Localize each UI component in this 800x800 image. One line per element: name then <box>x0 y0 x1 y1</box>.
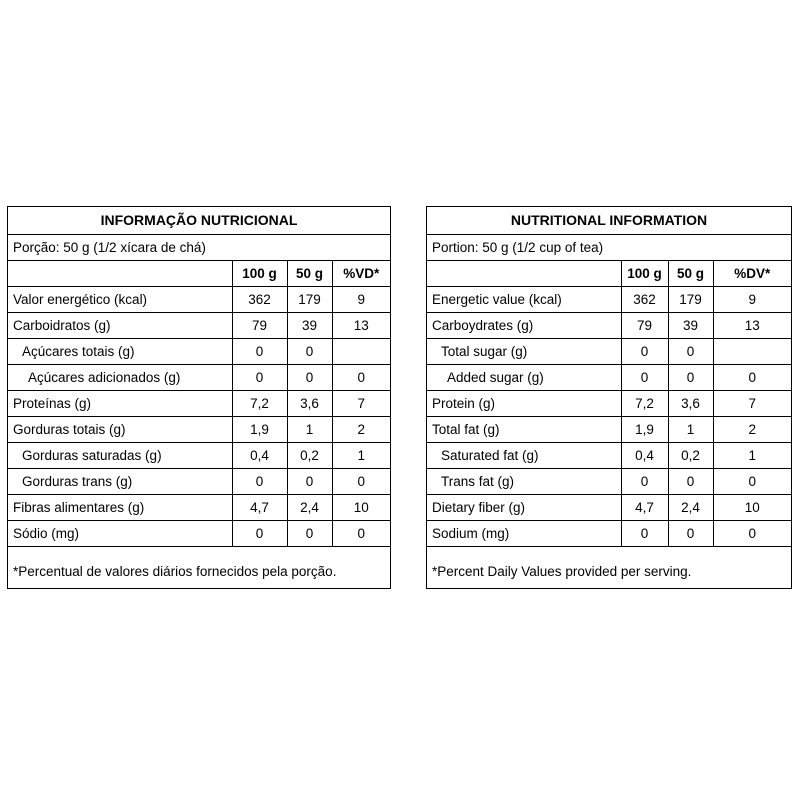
value-50g: 0 <box>287 521 332 547</box>
value-dv <box>332 339 390 365</box>
value-dv: 0 <box>713 365 791 391</box>
value-100g: 0 <box>232 365 287 391</box>
value-100g: 0,4 <box>232 443 287 469</box>
value-dv: 9 <box>713 287 791 313</box>
value-50g: 0 <box>287 469 332 495</box>
nutrient-name: Trans fat (g) <box>427 469 621 495</box>
value-50g: 2,4 <box>287 495 332 521</box>
label-title: INFORMAÇÃO NUTRICIONAL <box>8 207 390 235</box>
header-dv: %DV* <box>713 261 791 287</box>
value-100g: 4,7 <box>621 495 668 521</box>
header-100g: 100 g <box>621 261 668 287</box>
table-row <box>8 495 390 521</box>
value-50g: 0 <box>668 365 713 391</box>
nutrient-name: Added sugar (g) <box>427 365 621 391</box>
table-row <box>427 313 791 339</box>
table-row <box>8 365 390 391</box>
value-100g: 4,7 <box>232 495 287 521</box>
value-dv: 1 <box>713 443 791 469</box>
value-100g: 0 <box>621 469 668 495</box>
table-row <box>8 443 390 469</box>
header-blank <box>427 261 621 287</box>
value-50g: 179 <box>287 287 332 313</box>
value-dv: 10 <box>713 495 791 521</box>
table-row <box>427 469 791 495</box>
value-dv: 0 <box>332 521 390 547</box>
value-100g: 7,2 <box>232 391 287 417</box>
value-dv: 0 <box>332 365 390 391</box>
table-row <box>427 417 791 443</box>
table-row <box>427 287 791 313</box>
value-100g: 362 <box>232 287 287 313</box>
value-100g: 1,9 <box>621 417 668 443</box>
table-row <box>427 443 791 469</box>
header-blank <box>8 261 232 287</box>
nutrient-name: Valor energético (kcal) <box>8 287 232 313</box>
table-row <box>8 417 390 443</box>
value-100g: 0,4 <box>621 443 668 469</box>
value-100g: 362 <box>621 287 668 313</box>
header-row <box>427 261 791 287</box>
value-50g: 0,2 <box>287 443 332 469</box>
value-100g: 79 <box>232 313 287 339</box>
nutrient-name: Açúcares totais (g) <box>8 339 232 365</box>
portion-size: Porção: 50 g (1/2 xícara de chá) <box>8 235 390 261</box>
nutrition-table <box>427 261 791 547</box>
table-row <box>8 521 390 547</box>
nutrient-name: Fibras alimentares (g) <box>8 495 232 521</box>
nutrition-label-english <box>426 206 792 589</box>
value-50g: 1 <box>287 417 332 443</box>
value-dv: 7 <box>713 391 791 417</box>
value-100g: 0 <box>621 521 668 547</box>
value-dv <box>713 339 791 365</box>
nutrient-name: Energetic value (kcal) <box>427 287 621 313</box>
nutrient-name: Carboidratos (g) <box>8 313 232 339</box>
nutrient-name: Carboydrates (g) <box>427 313 621 339</box>
value-dv: 2 <box>332 417 390 443</box>
value-50g: 3,6 <box>287 391 332 417</box>
nutrition-label-portuguese <box>7 206 391 589</box>
portion-size: Portion: 50 g (1/2 cup of tea) <box>427 235 791 261</box>
value-50g: 2,4 <box>668 495 713 521</box>
value-100g: 0 <box>232 521 287 547</box>
nutrient-name: Dietary fiber (g) <box>427 495 621 521</box>
value-dv: 9 <box>332 287 390 313</box>
value-100g: 1,9 <box>232 417 287 443</box>
value-dv: 13 <box>713 313 791 339</box>
value-50g: 39 <box>287 313 332 339</box>
value-50g: 0 <box>668 469 713 495</box>
nutrient-name: Gorduras saturadas (g) <box>8 443 232 469</box>
value-50g: 0 <box>287 365 332 391</box>
value-100g: 0 <box>621 339 668 365</box>
nutrient-name: Total fat (g) <box>427 417 621 443</box>
nutrient-name: Proteínas (g) <box>8 391 232 417</box>
table-row <box>427 521 791 547</box>
value-50g: 0,2 <box>668 443 713 469</box>
table-row <box>8 313 390 339</box>
nutrient-name: Protein (g) <box>427 391 621 417</box>
nutrient-name: Gorduras totais (g) <box>8 417 232 443</box>
value-50g: 0 <box>668 521 713 547</box>
table-row <box>427 365 791 391</box>
value-dv: 7 <box>332 391 390 417</box>
value-50g: 179 <box>668 287 713 313</box>
table-row <box>8 469 390 495</box>
header-dv: %VD* <box>332 261 390 287</box>
header-50g: 50 g <box>287 261 332 287</box>
header-50g: 50 g <box>668 261 713 287</box>
footnote: *Percentual de valores diários fornecidos pela porção. <box>13 564 337 579</box>
value-100g: 79 <box>621 313 668 339</box>
value-dv: 1 <box>332 443 390 469</box>
nutrient-name: Açúcares adicionados (g) <box>8 365 232 391</box>
header-100g: 100 g <box>232 261 287 287</box>
nutrient-name: Total sugar (g) <box>427 339 621 365</box>
table-row <box>8 391 390 417</box>
table-row <box>427 495 791 521</box>
value-100g: 7,2 <box>621 391 668 417</box>
value-dv: 13 <box>332 313 390 339</box>
value-100g: 0 <box>621 365 668 391</box>
value-dv: 2 <box>713 417 791 443</box>
value-50g: 0 <box>668 339 713 365</box>
table-row <box>427 391 791 417</box>
value-50g: 39 <box>668 313 713 339</box>
nutrition-table <box>8 261 390 547</box>
nutrient-name: Sódio (mg) <box>8 521 232 547</box>
nutrient-name: Saturated fat (g) <box>427 443 621 469</box>
header-row <box>8 261 390 287</box>
footnote: *Percent Daily Values provided per serving. <box>432 564 692 579</box>
value-dv: 10 <box>332 495 390 521</box>
value-100g: 0 <box>232 339 287 365</box>
value-dv: 0 <box>713 469 791 495</box>
table-row <box>427 339 791 365</box>
value-dv: 0 <box>713 521 791 547</box>
value-50g: 3,6 <box>668 391 713 417</box>
table-row <box>8 287 390 313</box>
value-50g: 0 <box>287 339 332 365</box>
nutrient-name: Gorduras trans (g) <box>8 469 232 495</box>
label-title: NUTRITIONAL INFORMATION <box>427 207 791 235</box>
value-100g: 0 <box>232 469 287 495</box>
nutrient-name: Sodium (mg) <box>427 521 621 547</box>
value-dv: 0 <box>332 469 390 495</box>
value-50g: 1 <box>668 417 713 443</box>
table-row <box>8 339 390 365</box>
